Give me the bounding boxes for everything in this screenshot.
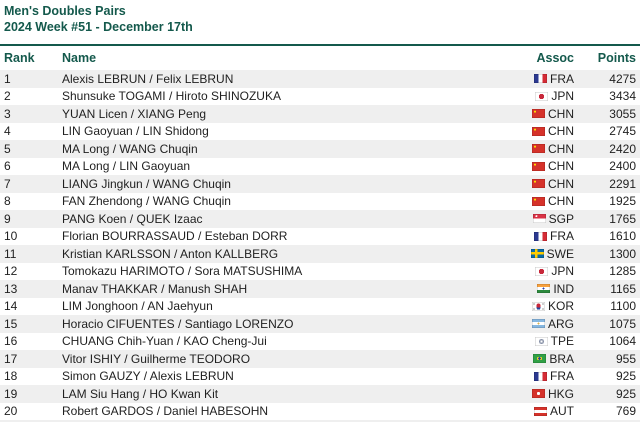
flag-aut-icon xyxy=(534,407,547,416)
assoc-cell xyxy=(526,124,574,138)
flag-chn-icon xyxy=(532,109,545,118)
assoc-code: KOR xyxy=(547,299,574,314)
points-cell: 4275 xyxy=(609,71,636,86)
table-row xyxy=(0,210,640,228)
name-cell: LIANG Jingkun / WANG Chuqin xyxy=(62,176,231,191)
table-header-row xyxy=(0,46,640,70)
name-cell: FAN Zhendong / WANG Chuqin xyxy=(62,194,231,209)
points-cell: 1075 xyxy=(609,316,636,331)
rank-cell: 10 xyxy=(4,229,18,244)
points-cell: 2745 xyxy=(609,124,636,139)
name-cell: Florian BOURRASSAUD / Esteban DORR xyxy=(62,229,288,244)
column-header-name: Name xyxy=(62,51,97,65)
assoc-code: FRA xyxy=(550,229,574,244)
assoc-cell xyxy=(526,387,574,401)
rank-cell: 3 xyxy=(4,106,11,121)
table-row xyxy=(0,403,640,421)
flag-chn-icon xyxy=(532,127,545,136)
rank-cell: 8 xyxy=(4,194,11,209)
points-cell: 1610 xyxy=(609,229,636,244)
table-row xyxy=(0,228,640,246)
rank-cell: 11 xyxy=(4,246,17,261)
points-cell: 1285 xyxy=(609,264,636,279)
name-cell: MA Long / LIN Gaoyuan xyxy=(62,159,191,174)
assoc-cell xyxy=(526,334,574,348)
flag-chn-icon xyxy=(532,144,545,153)
flag-fra-icon xyxy=(534,74,547,83)
name-cell: Kristian KARLSSON / Anton KALLBERG xyxy=(62,246,279,261)
points-cell: 925 xyxy=(615,386,636,401)
flag-kor-icon xyxy=(532,302,545,311)
table-row xyxy=(0,263,640,281)
assoc-code: CHN xyxy=(548,106,574,121)
flag-fra-icon xyxy=(534,232,547,241)
assoc-code: ARG xyxy=(547,316,574,331)
rank-cell: 18 xyxy=(4,369,18,384)
name-cell: Robert GARDOS / Daniel HABESOHN xyxy=(62,404,269,419)
rank-cell: 20 xyxy=(4,404,18,419)
assoc-code: CHN xyxy=(548,194,574,209)
assoc-code: TPE xyxy=(550,334,574,349)
flag-jpn-icon xyxy=(535,267,548,276)
assoc-cell xyxy=(526,264,574,278)
name-cell: MA Long / WANG Chuqin xyxy=(62,141,198,156)
rank-cell: 9 xyxy=(4,211,11,226)
rank-cell: 2 xyxy=(4,89,11,104)
name-cell: Vitor ISHIY / Guilherme TEODORO xyxy=(62,351,251,366)
rankings-table-body xyxy=(0,70,640,420)
flag-hkg-icon xyxy=(532,389,545,398)
flag-ind-icon xyxy=(537,284,550,293)
name-cell: YUAN Licen / XIANG Peng xyxy=(62,106,207,121)
points-cell: 2291 xyxy=(609,176,636,191)
assoc-code: CHN xyxy=(548,159,574,174)
flag-chn-icon xyxy=(532,197,545,206)
table-row xyxy=(0,315,640,333)
name-cell: Horacio CIFUENTES / Santiago LORENZO xyxy=(62,316,294,331)
rank-cell: 7 xyxy=(4,176,11,191)
assoc-code: CHN xyxy=(548,124,574,139)
assoc-cell xyxy=(526,404,574,418)
table-row xyxy=(0,193,640,211)
table-row xyxy=(0,368,640,386)
flag-tpe-icon xyxy=(535,337,548,346)
name-cell: LIN Gaoyuan / LIN Shidong xyxy=(62,124,209,139)
rank-cell: 19 xyxy=(4,386,18,401)
rank-cell: 15 xyxy=(4,316,18,331)
assoc-cell xyxy=(526,352,574,366)
assoc-cell xyxy=(526,317,574,331)
table-row xyxy=(0,175,640,193)
assoc-cell xyxy=(526,229,574,243)
assoc-cell xyxy=(526,194,574,208)
table-row xyxy=(0,123,640,141)
rank-cell: 6 xyxy=(4,159,11,174)
assoc-code: BRA xyxy=(549,351,574,366)
flag-fra-icon xyxy=(534,372,547,381)
table-row xyxy=(0,245,640,263)
column-header-points: Points xyxy=(597,51,636,65)
points-cell: 1300 xyxy=(609,246,636,261)
assoc-code: CHN xyxy=(548,176,574,191)
assoc-cell xyxy=(526,177,574,191)
assoc-code: SWE xyxy=(546,246,574,261)
points-cell: 3055 xyxy=(609,106,636,121)
points-cell: 3434 xyxy=(609,89,636,104)
table-row xyxy=(0,158,640,176)
flag-sgp-icon xyxy=(533,214,546,223)
name-cell: Tomokazu HARIMOTO / Sora MATSUSHIMA xyxy=(62,264,303,279)
assoc-code: JPN xyxy=(551,89,574,104)
assoc-cell xyxy=(526,107,574,121)
rank-cell: 5 xyxy=(4,141,11,156)
rank-cell: 14 xyxy=(4,299,18,314)
assoc-cell xyxy=(526,159,574,173)
name-cell: LAM Siu Hang / HO Kwan Kit xyxy=(62,386,219,401)
name-cell: Manav THAKKAR / Manush SHAH xyxy=(62,281,248,296)
assoc-code: JPN xyxy=(551,264,574,279)
assoc-code: CHN xyxy=(548,141,574,156)
assoc-code: IND xyxy=(553,281,574,296)
assoc-cell xyxy=(526,212,574,226)
assoc-cell xyxy=(526,247,574,261)
name-cell: LIM Jonghoon / AN Jaehyun xyxy=(62,299,213,314)
points-cell: 925 xyxy=(615,369,636,384)
flag-jpn-icon xyxy=(535,92,548,101)
table-row xyxy=(0,88,640,106)
assoc-code: FRA xyxy=(550,71,574,86)
rank-cell: 12 xyxy=(4,264,18,279)
points-cell: 2420 xyxy=(609,141,636,156)
rank-cell: 16 xyxy=(4,334,18,349)
name-cell: Simon GAUZY / Alexis LEBRUN xyxy=(62,369,234,384)
rank-cell: 17 xyxy=(4,351,18,366)
table-row xyxy=(0,350,640,368)
page-title: Men's Doubles Pairs xyxy=(4,4,126,18)
points-cell: 1765 xyxy=(609,211,636,226)
points-cell: 769 xyxy=(615,404,636,419)
flag-chn-icon xyxy=(532,179,545,188)
points-cell: 955 xyxy=(615,351,636,366)
column-header-rank: Rank xyxy=(4,51,35,65)
table-row xyxy=(0,333,640,351)
assoc-cell xyxy=(526,142,574,156)
points-cell: 1925 xyxy=(609,194,636,209)
table-row xyxy=(0,105,640,123)
table-row xyxy=(0,298,640,316)
flag-bra-icon xyxy=(533,354,546,363)
points-cell: 1165 xyxy=(610,281,636,296)
points-cell: 1064 xyxy=(609,334,636,349)
rank-cell: 4 xyxy=(4,124,11,139)
flag-chn-icon xyxy=(532,162,545,171)
rank-cell: 1 xyxy=(4,71,11,86)
assoc-code: AUT xyxy=(550,404,574,419)
table-row xyxy=(0,385,640,403)
table-row xyxy=(0,70,640,88)
assoc-cell xyxy=(526,72,574,86)
page-subtitle: 2024 Week #51 - December 17th xyxy=(4,20,193,34)
flag-swe-icon xyxy=(531,249,544,258)
name-cell: PANG Koen / QUEK Izaac xyxy=(62,211,203,226)
assoc-code: HKG xyxy=(547,386,574,401)
page-header xyxy=(0,0,640,44)
assoc-code: SGP xyxy=(548,211,574,226)
points-cell: 2400 xyxy=(609,159,636,174)
assoc-cell xyxy=(526,369,574,383)
name-cell: Alexis LEBRUN / Felix LEBRUN xyxy=(62,71,234,86)
points-cell: 1100 xyxy=(610,299,636,314)
table-row xyxy=(0,280,640,298)
name-cell: Shunsuke TOGAMI / Hiroto SHINOZUKA xyxy=(62,89,281,104)
assoc-code: FRA xyxy=(550,369,574,384)
flag-arg-icon xyxy=(532,319,545,328)
assoc-cell xyxy=(526,299,574,313)
column-header-assoc: Assoc xyxy=(536,51,574,65)
assoc-cell xyxy=(526,282,574,296)
assoc-cell xyxy=(526,89,574,103)
rank-cell: 13 xyxy=(4,281,18,296)
table-row xyxy=(0,140,640,158)
name-cell: CHUANG Chih-Yuan / KAO Cheng-Jui xyxy=(62,334,267,349)
